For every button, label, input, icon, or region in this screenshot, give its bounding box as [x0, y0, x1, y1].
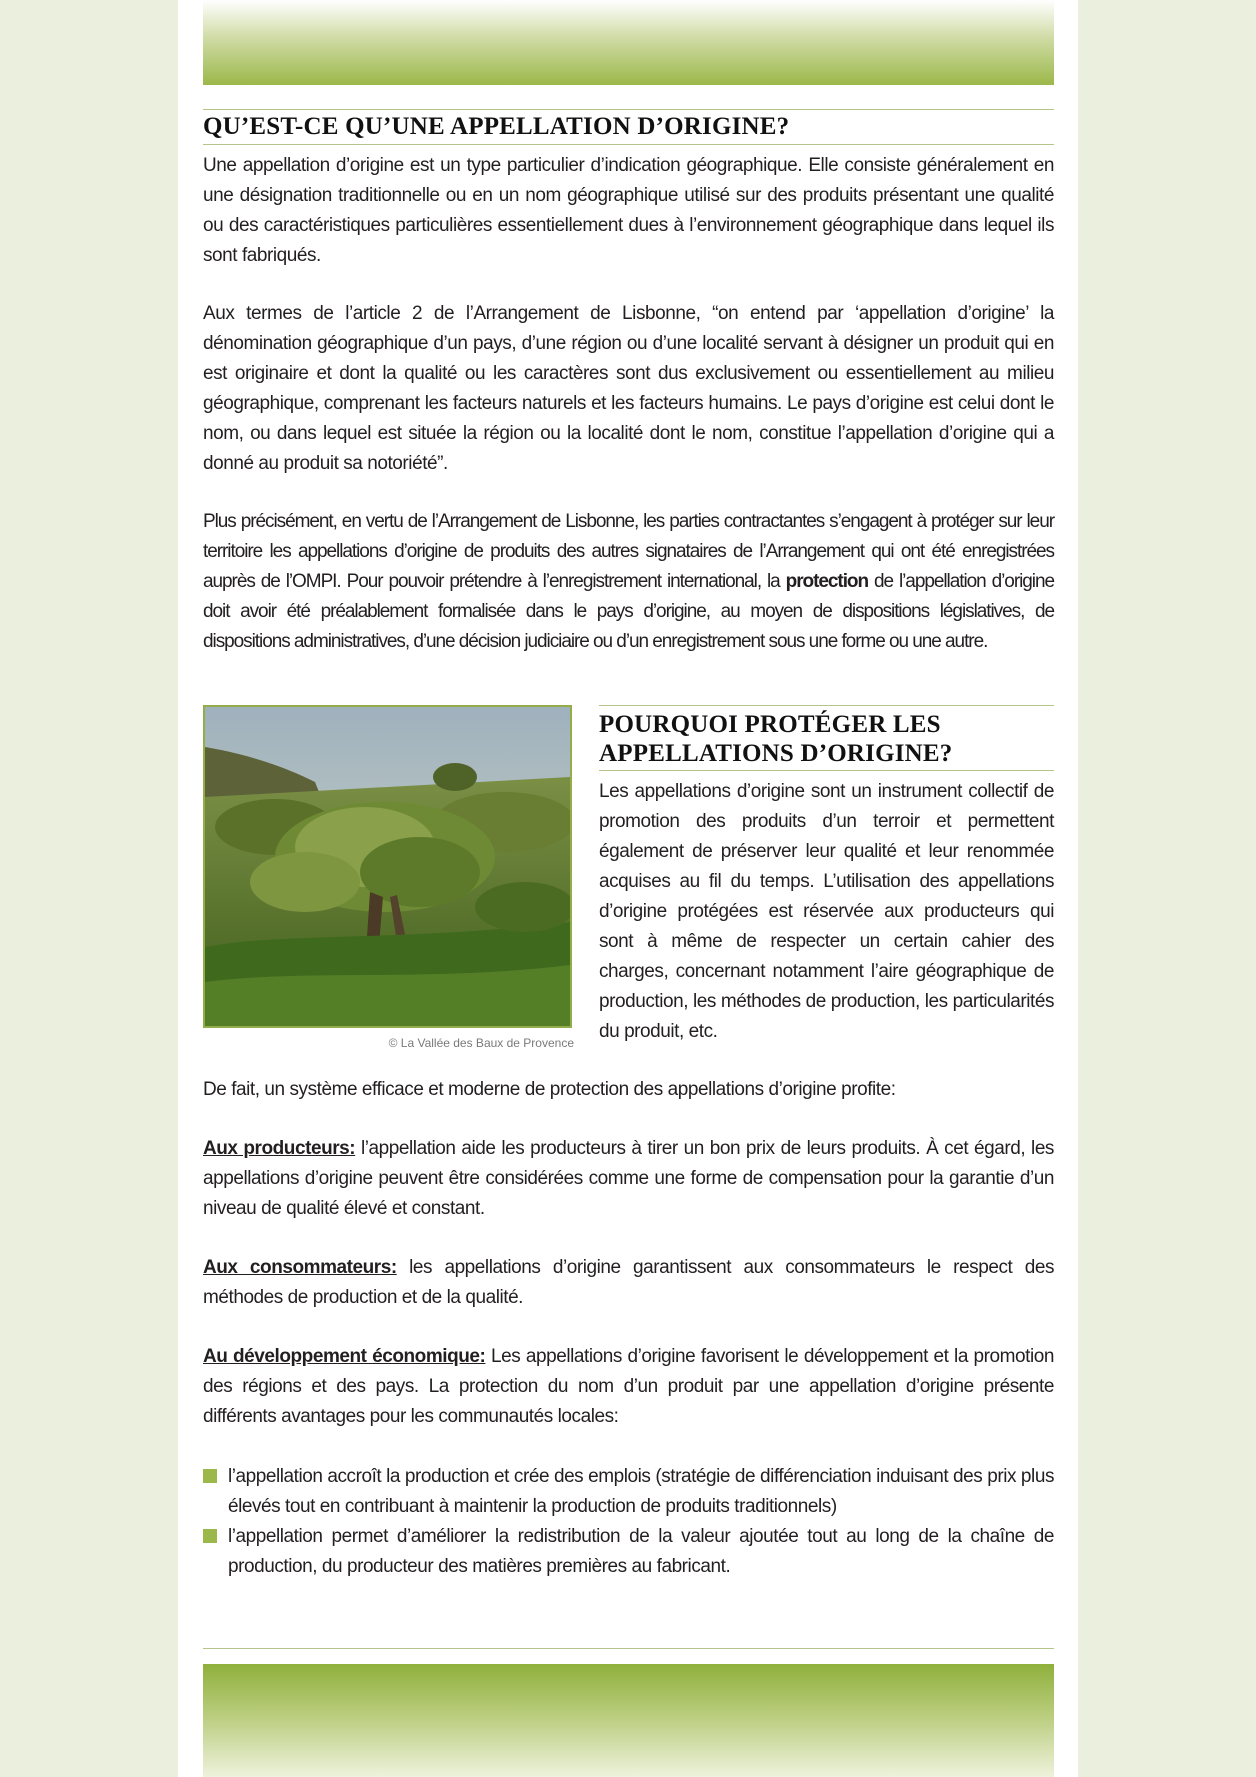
- section1-paragraph-1: Une appellation d’origine est un type particulier d’indication géographique. Elle consiste généralement en une désignation traditionnelle ou en un nom géographique utilisé sur des produits présentant une qualité ou des caractéristiques particulières essentiellement dues à l’environnement géographique dans lequel ils sont fabriqués.: [203, 155, 1054, 266]
- protection-keyword: protection: [785, 571, 869, 592]
- section2-paragraph-1: Les appellations d’origine sont un instrument collectif de promotion des produits d’un terroir et permettent également de préserver leur qualité et leur renommée acquises au fil du temps. L’utilisation des appellations d’origine protégées est réservée aux producteurs qui sont à même de respecter un certain cahier des charges, concernant notamment l’aire géographique de production, les méthodes de production, les particularités du produit, etc.: [599, 781, 1054, 1042]
- section1-title: QU’EST-CE QU’UNE APPELLATION D’ORIGINE?: [203, 113, 790, 140]
- benefit-consumers-label: Aux consommateurs:: [203, 1257, 397, 1278]
- photo-caption: © La Vallée des Baux de Provence: [388, 1036, 574, 1050]
- section2-bottom-rule: [599, 770, 1054, 771]
- section1-bottom-rule: [203, 144, 1054, 145]
- section1-top-rule: [203, 109, 1054, 110]
- community-benefits-list: [203, 1462, 1054, 1582]
- section2-title-line2: APPELLATIONS D’ORIGINE?: [599, 740, 953, 767]
- list-item-text: l’appellation permet d’améliorer la redistribution de la valeur ajoutée tout au long de la chaîne de production, du producteur des matières premières au fabricant.: [228, 1526, 1054, 1577]
- section1-paragraph-3-start: Plus précisément, en vertu de l’Arrangement de Lisbonne, les parties contractantes s’engagent à protéger sur leur territoire les appellations d’origine de produits des autres signataires de l’Arrangement qui ont été enregistrées auprès de l’OMPI. Pour pouvoir prétendre à l’enregistrement international, la: [203, 511, 1054, 592]
- header-gradient-band: [203, 0, 1054, 85]
- footer-rule: [203, 1648, 1054, 1649]
- benefit-producers-label: Aux producteurs:: [203, 1138, 356, 1159]
- section2-top-rule: [599, 705, 1054, 706]
- benefit-consumers: [203, 1253, 1054, 1313]
- benefit-producers: [203, 1134, 1054, 1224]
- benefits-intro: De fait, un système efficace et moderne de protection des appellations d’origine profite:: [203, 1079, 896, 1100]
- list-item: [203, 1522, 1054, 1582]
- olive-grove-illustration: [205, 707, 570, 1026]
- benefit-producers-text: l’appellation aide les producteurs à tirer un bon prix de leurs produits. À cet égard, les appellations d’origine peuvent être considérées comme une forme de compensation pour la garantie d’un niveau de qualité élevé et constant.: [203, 1138, 1054, 1219]
- section1-paragraph-2: Aux termes de l’article 2 de l’Arrangement de Lisbonne, “on entend par ‘appellation d’origine’ la dénomination géographique d’un pays, d’une région ou d’une localité servant à désigner un produit qui en est originaire et dont la qualité ou les caractères sont dus exclusivement ou essentiellement au milieu géographique, comprenant les facteurs naturels et les facteurs humains. Le pays d’origine est celui dont le nom, ou dans lequel est située la région ou la localité dont le nom, constitue l’appellation d’origine qui a donné au produit sa notoriété”.: [203, 303, 1054, 474]
- list-item-text: l’appellation accroît la production et crée des emplois (stratégie de différenciation induisant des prix plus élevés tout en contribuant à maintenir la production de produits traditionnels): [228, 1466, 1054, 1517]
- section2-title-line1: POURQUOI PROTÉGER LES: [599, 711, 941, 738]
- benefit-economy-text: Les appellations d’origine favorisent le développement et la promotion des régions et des pays. La protection du nom d’un produit par une appellation d’origine présente différents avantages pour les communautés locales:: [203, 1346, 1054, 1427]
- benefit-economy-label: Au développement économique:: [203, 1346, 486, 1367]
- square-bullet-icon: [203, 1469, 217, 1483]
- square-bullet-icon: [203, 1529, 217, 1543]
- footer-gradient-band: [203, 1664, 1054, 1777]
- olive-grove-photo: [203, 705, 572, 1028]
- section1-paragraph-3: [203, 507, 1054, 657]
- section1-paragraph-3-end: de l’appellation d’origine doit avoir été préalablement formalisée dans le pays d’origine, au moyen de dispositions législatives, de dispositions administratives, d’une décision judiciaire ou d’un enregistrement sous une forme ou une autre.: [203, 571, 1054, 652]
- list-item: [203, 1462, 1054, 1522]
- benefit-economy: [203, 1342, 1054, 1432]
- benefit-consumers-text: les appellations d’origine garantissent aux consommateurs le respect des méthodes de production et de la qualité.: [203, 1257, 1054, 1308]
